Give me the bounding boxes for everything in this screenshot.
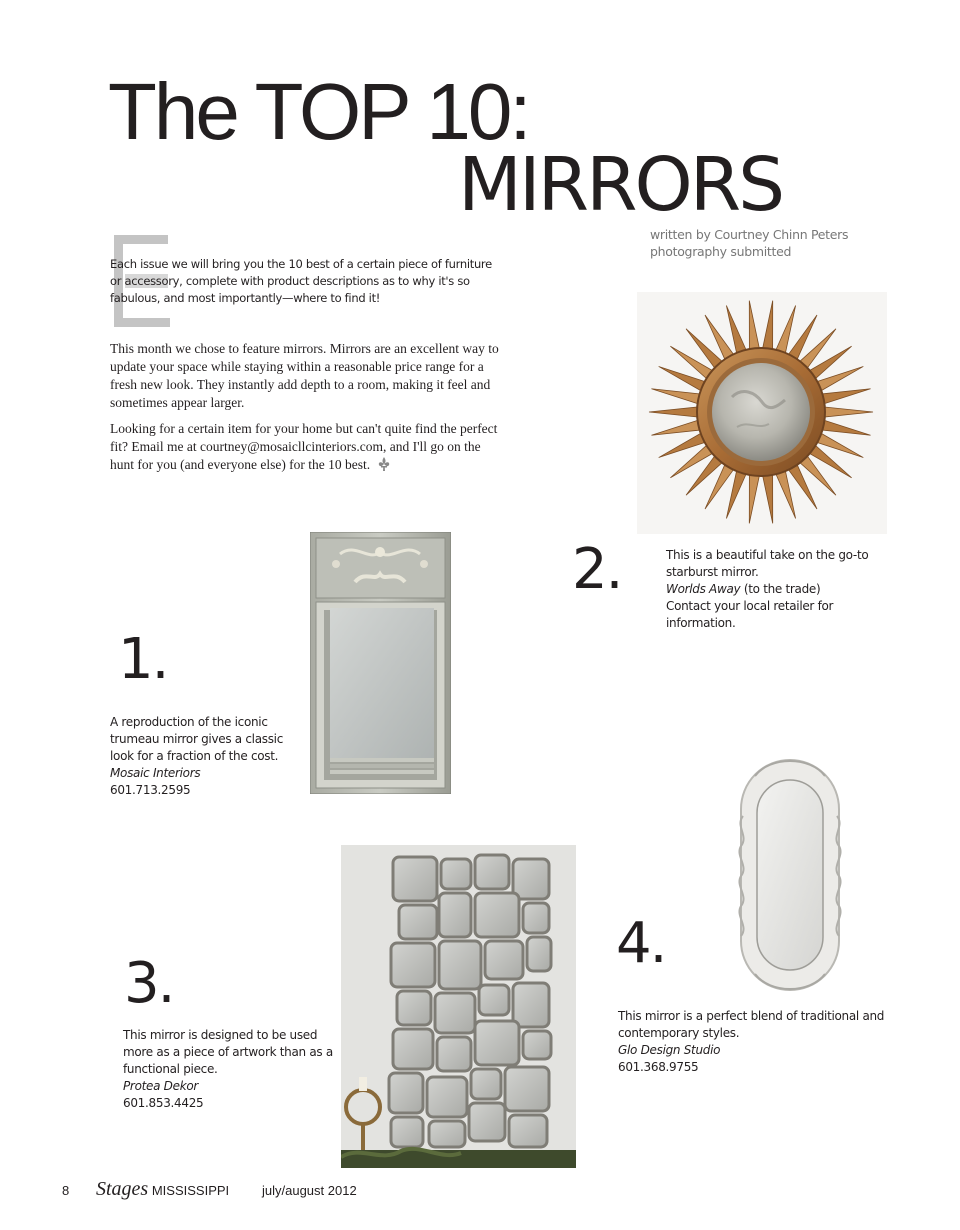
mirror-tile [471,1069,501,1099]
sunburst-ray [749,301,760,354]
item-source: Protea Dekor [123,1079,199,1093]
sunburst-ray [821,407,873,418]
page-title-line1: The TOP 10: [108,67,529,156]
mirror-tile [393,857,437,901]
intro-line: fabulous, and most importantly—where to find it! [110,291,381,305]
intro-line [110,273,510,290]
mirror-tile [513,859,549,899]
item-number: 1. [118,627,168,692]
mirror-tile [527,937,551,971]
sunburst-ray [651,419,703,435]
sunburst-ray [762,301,773,354]
page-title-line2: MIRRORS [458,142,783,228]
desc-line: This mirror is designed to be used [123,1028,318,1042]
mirror-tile [393,1029,433,1069]
page-number: 8 [62,1183,70,1198]
sunburst-ray [818,419,870,435]
item-number: 2. [572,537,622,602]
mirror-tile [475,1021,519,1065]
magazine-script: Stages [96,1178,149,1200]
mirror-tile [485,941,523,979]
sunburst-ray [762,471,773,524]
mirror-tile [469,1103,505,1141]
item-description [123,1027,338,1112]
starburst-mirror-image [637,292,887,534]
body-line [110,456,515,474]
mirror-tile [391,943,435,987]
sunburst-ray [818,389,870,405]
desc-line: functional piece. [123,1062,218,1076]
intro-text: or [110,274,125,288]
item-number: 3. [124,951,174,1016]
desc-line [666,581,896,598]
desc-line: Contact your local retailer for [666,599,834,613]
sunburst-ray [749,471,760,524]
body-line: fit? Email me at courtney@mosaicllcinteriors.com, and I'll go on the [110,439,481,454]
mirror-tile [429,1121,465,1147]
highlighted-text: accesso [124,274,169,288]
item-description [666,547,896,632]
item-phone: 601.713.2595 [110,783,191,797]
mirror-tile [475,855,509,889]
magazine-name [96,1178,229,1201]
desc-line: more as a piece of artwork than as a [123,1045,333,1059]
mirror-tile [391,1117,423,1147]
issue-date: july/august 2012 [262,1183,357,1198]
mirror-tile [479,985,509,1015]
mirror-tile [439,893,471,937]
mirror-tile [389,1073,423,1113]
item-source: Glo Design Studio [618,1043,721,1057]
item-description [618,1008,908,1076]
desc-line: information. [666,616,736,630]
item-source: Mosaic Interiors [110,766,201,780]
intro-line: Each issue we will bring you the 10 best of a certain piece of furniture [110,257,492,271]
body-paragraph-1 [110,340,515,412]
mirror-tile [523,1031,551,1059]
item-phone: 601.368.9755 [618,1060,699,1074]
item-source-suffix: (to the trade) [740,582,821,596]
item-number: 4. [616,911,666,976]
desc-line: trumeau mirror gives a classic [110,732,283,746]
sunburst-ray [649,407,701,418]
magazine-caps: MISSISSIPPI [151,1183,230,1198]
body-line: update your space while staying within a reasonable price range for a [110,359,484,374]
desc-line: This is a beautiful take on the go-to [666,548,869,562]
desc-line: This mirror is a perfect blend of traditional and [618,1009,885,1023]
desc-line: look for a fraction of the cost. [110,749,279,763]
body-line: This month we chose to feature mirrors. Mirrors are an excellent way to [110,341,499,356]
intro-text: ry, complete with product descriptions as to why it's so [168,274,470,288]
cluster-mirror-image [341,845,576,1168]
desc-line: A reproduction of the iconic [110,715,268,729]
intro-paragraph [110,256,510,307]
body-text: hunt for you (and everyone else) for the 10 best. [110,457,371,472]
item-phone: 601.853.4425 [123,1096,204,1110]
sunburst-ray [651,389,703,405]
item-description [110,714,310,799]
venetian-mirror-image [735,756,845,994]
mirror-tile [397,991,431,1025]
mirror-tile [523,903,549,933]
body-line: Looking for a certain item for your home but can't quite find the perfect [110,421,498,436]
byline-photo: photography submitted [650,244,792,259]
mirror-tile [399,905,437,939]
mirror-tile [509,1115,547,1147]
desc-line: starburst mirror. [666,565,759,579]
mirror-tile [441,859,471,889]
mirror-tile [475,893,519,937]
trumeau-mirror-image [310,532,451,794]
byline [650,226,848,260]
mirror-tile [513,983,549,1027]
body-paragraph-2 [110,420,515,474]
mirror-tile [437,1037,471,1071]
mirror-tile [439,941,481,989]
fleur-de-lis-icon [376,456,392,472]
item-source: Worlds Away [666,582,741,596]
mirror-tile [427,1077,467,1117]
desc-line: contemporary styles. [618,1026,740,1040]
byline-author: written by Courtney Chinn Peters [650,227,849,242]
mirror-tile [505,1067,549,1111]
body-line: fresh new look. They instantly add depth to a room, making it feel and [110,377,491,392]
mirror-tile [435,993,475,1033]
body-line: sometimes appear larger. [110,395,245,410]
